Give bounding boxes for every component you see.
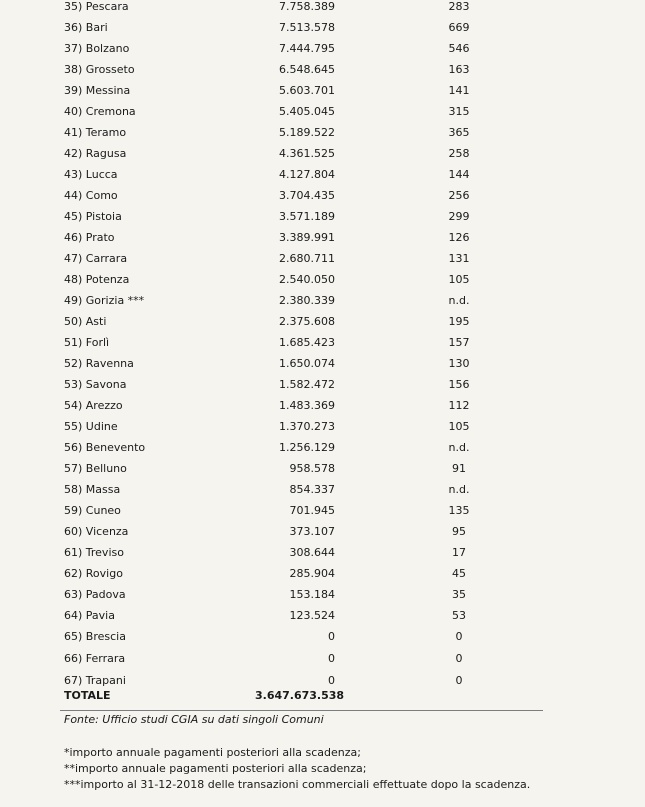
municipality-name: 50) Asti: [64, 315, 107, 328]
municipality-name: 41) Teramo: [64, 126, 127, 139]
municipality-name: 56) Benevento: [64, 441, 146, 454]
payment-amount: 4.127.804: [279, 168, 335, 181]
municipality-name: 66) Ferrara: [64, 652, 126, 665]
payment-amount: 3.704.435: [279, 189, 335, 202]
footnotes: [64, 745, 530, 793]
municipality-name: 57) Belluno: [64, 462, 127, 475]
days-count: 195: [448, 315, 470, 328]
payment-amount: 3.571.189: [279, 210, 335, 223]
table-row: [0, 59, 645, 80]
days-count: 95: [452, 525, 466, 538]
municipality-name: 36) Bari: [64, 21, 108, 34]
municipality-name: 64) Pavia: [64, 609, 115, 622]
payment-amount: 854.337: [289, 483, 335, 496]
payment-amount: 1.685.423: [279, 336, 335, 349]
footnote: ***importo al 31-12-2018 delle transazioni commerciali effettuate dopo la scadenza.: [64, 778, 531, 791]
municipality-name: 44) Como: [64, 189, 118, 202]
municipality-name: 37) Bolzano: [64, 42, 130, 55]
municipality-name: 40) Cremona: [64, 105, 136, 118]
days-count: 91: [452, 462, 466, 475]
table-row: [0, 290, 645, 311]
municipality-name: 60) Vicenza: [64, 525, 129, 538]
municipality-name: 58) Massa: [64, 483, 121, 496]
payment-amount: 6.548.645: [279, 63, 335, 76]
days-count: 53: [452, 609, 466, 622]
payment-amount: 1.256.129: [279, 441, 335, 454]
municipality-name: 38) Grosseto: [64, 63, 135, 76]
days-count: 45: [452, 567, 466, 580]
table-row: [0, 248, 645, 269]
municipality-name: 42) Ragusa: [64, 147, 127, 160]
table-row: [0, 416, 645, 437]
municipality-name: 55) Udine: [64, 420, 118, 433]
payment-amount: 1.483.369: [279, 399, 335, 412]
payment-amount: 5.405.045: [279, 105, 335, 118]
days-count: 130: [448, 357, 470, 370]
municipality-name: 54) Arezzo: [64, 399, 123, 412]
table-row: [0, 206, 645, 227]
payment-amount: 701.945: [289, 504, 335, 517]
table-row: [0, 479, 645, 500]
days-count: 141: [448, 84, 470, 97]
footnote: **importo annuale pagamenti posteriori alla scadenza;: [64, 762, 367, 775]
days-count: 17: [452, 546, 466, 559]
days-count: 0: [455, 652, 463, 665]
table-row: [0, 185, 645, 206]
table-row: [0, 437, 645, 458]
table-row: [0, 584, 645, 605]
payment-amount: 5.603.701: [279, 84, 335, 97]
municipality-name: 51) Forlì: [64, 336, 110, 349]
municipality-name: 47) Carrara: [64, 252, 128, 265]
payment-amount: 958.578: [289, 462, 335, 475]
payment-amount: 1.582.472: [279, 378, 335, 391]
table-row: [0, 0, 645, 17]
days-count: 669: [448, 21, 470, 34]
days-count: n.d.: [448, 483, 470, 496]
table-row: [0, 458, 645, 479]
payment-amount: 0: [328, 674, 335, 687]
table-row: [0, 563, 645, 584]
payment-amount: 285.904: [289, 567, 335, 580]
payment-amount: 4.361.525: [279, 147, 335, 160]
table-row: [0, 500, 645, 521]
municipality-name: 67) Trapani: [64, 674, 126, 687]
days-count: 156: [448, 378, 470, 391]
payment-amount: 1.650.074: [279, 357, 335, 370]
table-row: [0, 542, 645, 563]
days-count: 112: [448, 399, 470, 412]
payment-amount: 2.375.608: [279, 315, 335, 328]
table-row: [0, 648, 645, 670]
municipality-name: 35) Pescara: [64, 0, 129, 13]
days-count: 365: [448, 126, 470, 139]
payment-amount: 123.524: [289, 609, 335, 622]
payment-amount: 0: [328, 630, 335, 643]
payment-amount: 7.758.389: [279, 0, 335, 13]
divider: [60, 710, 543, 711]
payment-amount: 7.513.578: [279, 21, 335, 34]
footnote: *importo annuale pagamenti posteriori alla scadenza;: [64, 746, 361, 759]
days-count: 144: [448, 168, 470, 181]
payment-amount: 3.389.991: [279, 231, 335, 244]
total-label: TOTALE: [64, 689, 111, 702]
table-row: [0, 101, 645, 122]
days-count: n.d.: [448, 294, 470, 307]
days-count: 105: [448, 273, 470, 286]
days-count: 126: [448, 231, 470, 244]
municipality-name: 63) Padova: [64, 588, 126, 601]
municipality-name: 49) Gorizia ***: [64, 294, 145, 307]
municipality-name: 45) Pistoia: [64, 210, 122, 223]
total-value: 3.647.673.538: [255, 689, 345, 702]
days-count: 135: [448, 504, 470, 517]
payment-amount: 373.107: [289, 525, 335, 538]
table-row: [0, 353, 645, 374]
payment-amount: 1.370.273: [279, 420, 335, 433]
days-count: 546: [448, 42, 470, 55]
table-row: [0, 605, 645, 626]
municipality-name: 48) Potenza: [64, 273, 130, 286]
table-row: [0, 122, 645, 143]
days-count: 256: [448, 189, 470, 202]
days-count: 105: [448, 420, 470, 433]
table-row: [0, 521, 645, 542]
total-row: [0, 686, 645, 706]
days-count: 131: [448, 252, 470, 265]
table-row: [0, 143, 645, 164]
payment-amount: 308.644: [289, 546, 335, 559]
days-count: 157: [448, 336, 470, 349]
table-row: [0, 269, 645, 290]
days-count: 299: [448, 210, 470, 223]
days-count: 163: [448, 63, 470, 76]
table-row: [0, 626, 645, 648]
payment-amount: 7.444.795: [279, 42, 335, 55]
days-count: 283: [448, 0, 470, 13]
days-count: 315: [448, 105, 470, 118]
days-count: 258: [448, 147, 470, 160]
municipality-name: 61) Treviso: [64, 546, 124, 559]
municipality-name: 53) Savona: [64, 378, 127, 391]
municipality-name: 39) Messina: [64, 84, 131, 97]
table-row: [0, 38, 645, 59]
municipality-name: 52) Ravenna: [64, 357, 134, 370]
source-note: Fonte: Ufficio studi CGIA su dati singoli Comuni: [64, 713, 324, 726]
payment-amount: 153.184: [289, 588, 335, 601]
table-row: [0, 374, 645, 395]
table-row: [0, 80, 645, 101]
payment-amount: 5.189.522: [279, 126, 335, 139]
payment-amount: 2.540.050: [279, 273, 335, 286]
municipality-name: 43) Lucca: [64, 168, 118, 181]
payment-amount: 2.380.339: [279, 294, 335, 307]
municipality-name: 59) Cuneo: [64, 504, 121, 517]
days-count: 0: [455, 674, 463, 687]
payment-amount: 0: [328, 652, 335, 665]
municipality-name: 62) Rovigo: [64, 567, 123, 580]
days-count: 35: [452, 588, 466, 601]
municipality-name: 46) Prato: [64, 231, 115, 244]
municipality-name: 65) Brescia: [64, 630, 126, 643]
table-row: [0, 311, 645, 332]
table-row: [0, 332, 645, 353]
table-row: [0, 17, 645, 38]
payment-amount: 2.680.711: [279, 252, 335, 265]
days-count: n.d.: [448, 441, 470, 454]
days-count: 0: [455, 630, 463, 643]
table-row: [0, 395, 645, 416]
table-row: [0, 164, 645, 185]
table-row: [0, 227, 645, 248]
